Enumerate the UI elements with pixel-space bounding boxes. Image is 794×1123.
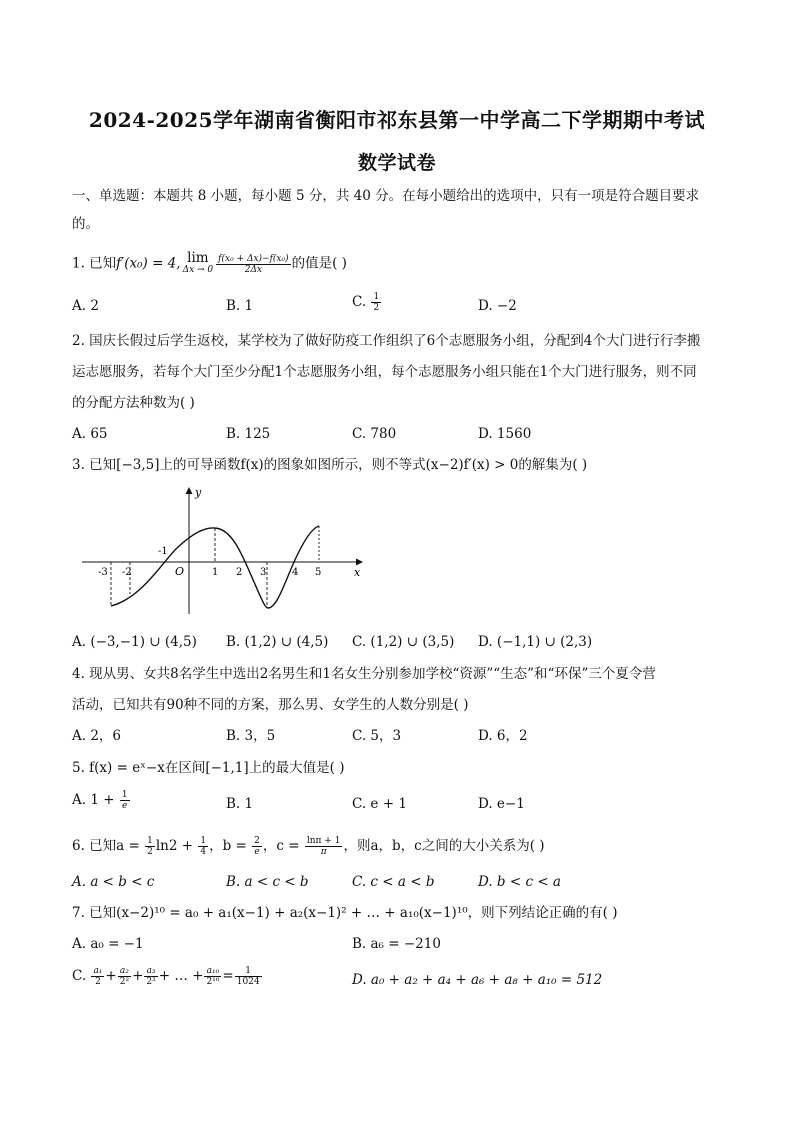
q2-option-c[interactable]: C. 780: [352, 426, 397, 442]
tick-label-5: 5: [315, 567, 322, 578]
tick-label-neg3: -3: [98, 567, 108, 578]
tick-label-2: 2: [236, 567, 243, 578]
q6-option-a[interactable]: A. a < b < c: [72, 874, 155, 890]
question-5: 5. f(x) = eˣ−x在区间[−1,1]上的最大值是( ): [72, 760, 345, 776]
q5-option-b[interactable]: B. 1: [226, 796, 254, 812]
q1-option-a[interactable]: A. 2: [72, 298, 99, 314]
q3-option-c[interactable]: C. (1,2) ∪ (3,5): [352, 634, 455, 650]
question-2: 2. 国庆长假过后学生返校，某学校为了做好防疫工作组织了6个志愿服务小组，分配到4个大门进行行李搬: [72, 333, 701, 349]
tick-label-1: 1: [212, 567, 219, 578]
question-7: 7. 已知(x−2)¹⁰ = a₀ + a₁(x−1) + a₂(x−1)² + … + a₁₀(x−1)¹⁰，则下列结论正确的有( ): [72, 905, 618, 921]
function-graph: [72, 482, 372, 618]
question-6: 6. 已知a = $\frac{1}{2}$ ln2 + $\frac{1}{4}$ ，b = $\frac{2}{e}$ ，c = $\frac{\ln\pi + 1}{\pi}$ ，则a，b，c之间的大小关系为( ): [72, 836, 545, 857]
q2-option-a[interactable]: A. 65: [72, 426, 108, 442]
q6-option-c[interactable]: C. c < a < b: [352, 874, 435, 890]
q2-option-b[interactable]: B. 125: [226, 426, 271, 442]
q4-option-a[interactable]: A. 2，6: [72, 728, 122, 744]
q7-option-c[interactable]: C. $\frac{\text{a₁}}{2}$ + $\frac{\text{a₂}}{\text{2²}}$ + $\frac{\text{a₃}}{\text{2³}}$ + … + $\frac{\text{a₁₀}}{\text{2¹⁰}}$ = $\frac{1}{1024}$: [72, 966, 260, 987]
q7-option-d[interactable]: D. a₀ + a₂ + a₄ + a₆ + a₈ + a₁₀ = 512: [352, 972, 603, 988]
q3-option-a[interactable]: A. (−3,−1) ∪ (4,5): [72, 634, 197, 650]
origin-label: O: [175, 565, 185, 578]
q6-option-b[interactable]: B. a < c < b: [226, 874, 309, 890]
q7-option-a[interactable]: A. a₀ = −1: [72, 936, 144, 952]
q5-option-a[interactable]: A. 1 + $\frac{1}{e}$: [72, 790, 128, 811]
q4-option-b[interactable]: B. 3，5: [226, 728, 276, 744]
question-3: 3. 已知[−3,5]上的可导函数f(x)的图象如图所示，则不等式(x−2)f′(x) > 0的解集为( ): [72, 457, 588, 473]
page-title: 2024-2025学年湖南省衡阳市祁东县第一中学高二下学期期中考试: [88, 108, 706, 132]
q4-option-c[interactable]: C. 5，3: [352, 728, 402, 744]
q1-option-c[interactable]: C. $\frac{1}{2}$: [352, 292, 380, 313]
x-axis-label: x: [354, 566, 361, 579]
tick-label-4: 4: [292, 567, 299, 578]
question-4: 4. 现从男、女共8名学生中选出2名男生和1名女生分别参加学校“资源”“生态”和“环保”三个夏令营: [72, 666, 656, 682]
q3-option-b[interactable]: B. (1,2) ∪ (4,5): [226, 634, 329, 650]
section-instructions: 一、单选题：本题共 8 小题，每小题 5 分，共 40 分。在每小题给出的选项中，只有一项是符合题目要求: [72, 188, 700, 204]
q5-option-c[interactable]: C. e + 1: [352, 796, 407, 812]
section-instructions-cont: 的。: [72, 216, 99, 232]
tick-label-neg2: -2: [122, 567, 132, 578]
q5-option-d[interactable]: D. e−1: [478, 796, 525, 812]
q6-option-d[interactable]: D. b < c < a: [478, 874, 561, 890]
question-4-cont: 活动，已知共有90种不同的方案，那么男、女学生的人数分别是( ): [72, 697, 469, 713]
limit-expression: lim Δx → 0: [182, 250, 214, 275]
page-subtitle: 数学试卷: [357, 152, 436, 174]
question-1: 1. 已知f′(x₀) = 4, lim Δx → 0 $\frac{\text{f(x₀ + Δx)−f(x₀)}}{2\Delta x}$ 的值是( ): [72, 250, 347, 275]
tick-label-neg1: -1: [158, 546, 168, 557]
q2-option-d[interactable]: D. 1560: [478, 426, 532, 442]
q1-option-b[interactable]: B. 1: [226, 298, 254, 314]
q7-option-b[interactable]: B. a₆ = −210: [352, 936, 441, 952]
q1-fraction: $\frac{\text{f(x₀ + Δx)−f(x₀)}}{2\Delta x}$: [218, 253, 289, 275]
q1-option-d[interactable]: D. −2: [478, 298, 517, 314]
q3-option-d[interactable]: D. (−1,1) ∪ (2,3): [478, 634, 593, 650]
q4-option-d[interactable]: D. 6，2: [478, 728, 528, 744]
tick-label-3: 3: [260, 567, 267, 578]
question-2-cont2: 的分配方法种数为( ): [72, 395, 195, 411]
y-axis-label: y: [195, 486, 202, 499]
question-2-cont: 运志愿服务，若每个大门至少分配1个志愿服务小组，每个志愿服务小组只能在1个大门进行服务，则不同: [72, 364, 697, 380]
